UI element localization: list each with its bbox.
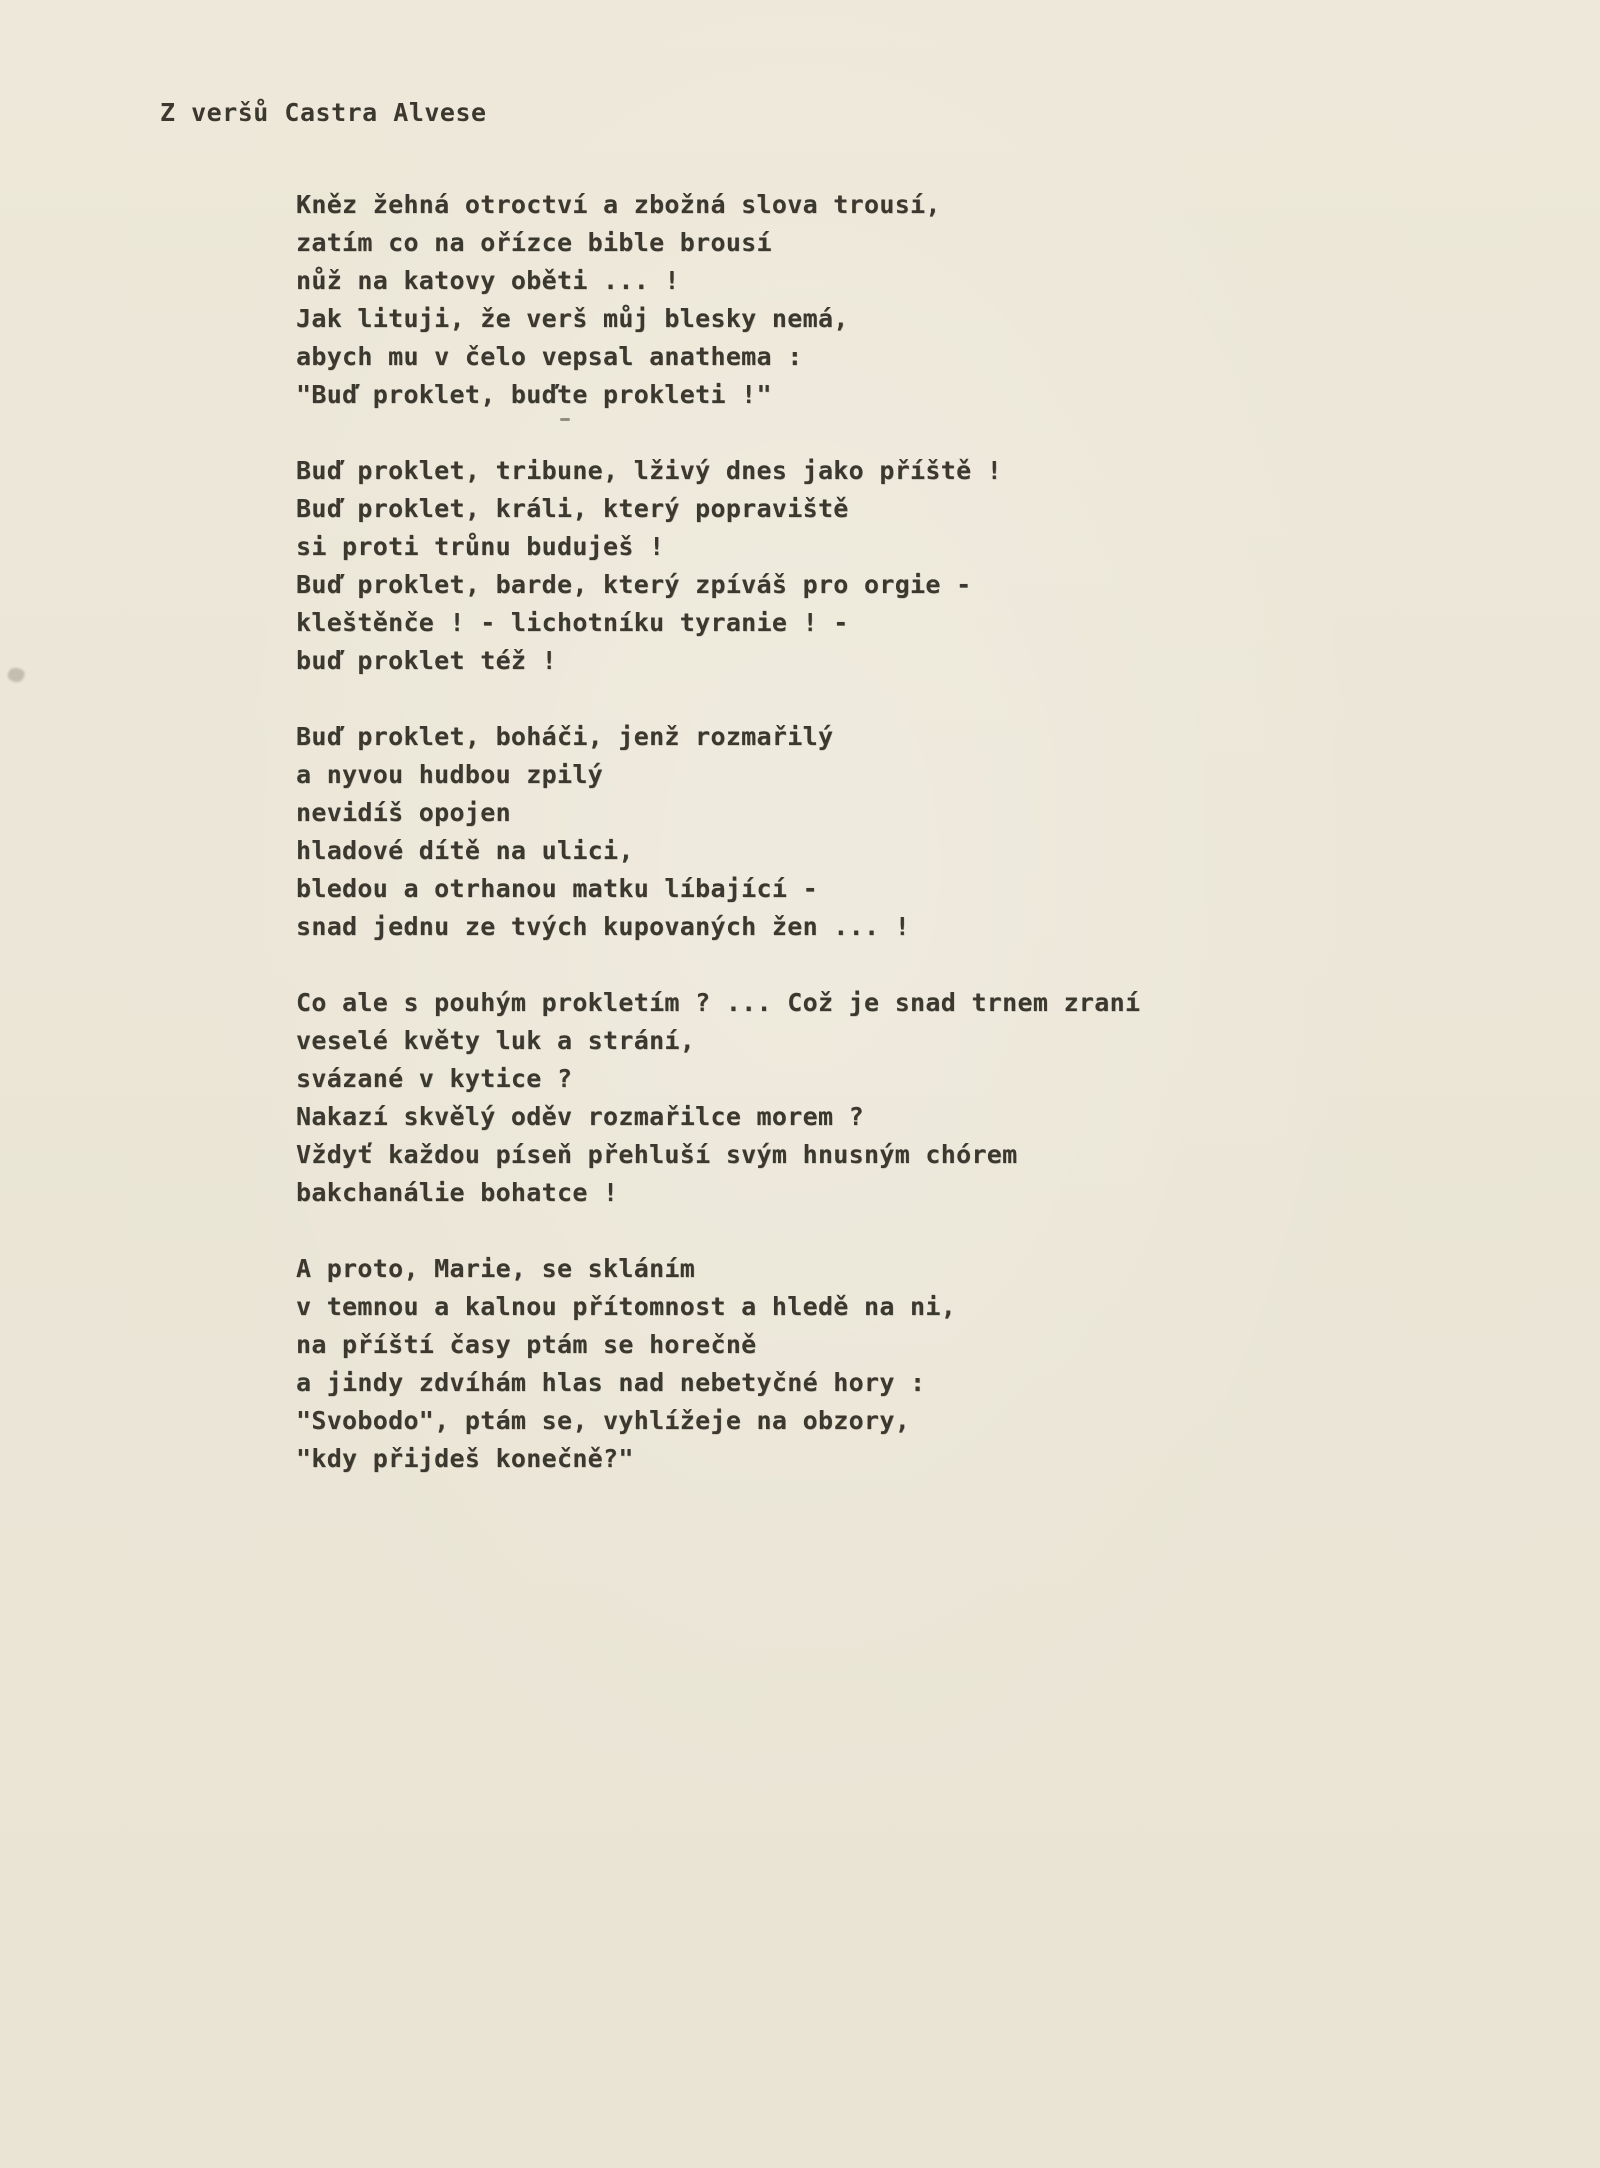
poem-line: na příští časy ptám se horečně bbox=[296, 1330, 757, 1359]
poem-line: a jindy zdvíhám hlas nad nebetyčné hory : bbox=[296, 1368, 926, 1397]
stanza bbox=[296, 186, 1140, 414]
poem-line: Co ale s pouhým prokletím ? ... Což je snad trnem zraní bbox=[296, 988, 1141, 1017]
poem-line: A proto, Marie, se skláním bbox=[296, 1254, 696, 1283]
stanza bbox=[296, 452, 1140, 680]
poem-line: si proti trůnu buduješ ! bbox=[296, 532, 665, 561]
poem-line: "kdy přijdeš konečně?" bbox=[296, 1444, 634, 1473]
poem-line: svázané v kytice ? bbox=[296, 1064, 573, 1093]
poem-line: kleštěnče ! - lichotníku tyranie ! - bbox=[296, 608, 849, 637]
poem-line: Buď proklet, králi, který popraviště bbox=[296, 494, 849, 523]
poem-line: snad jednu ze tvých kupovaných žen ... ! bbox=[296, 912, 911, 941]
poem-line: veselé květy luk a strání, bbox=[296, 1026, 696, 1055]
poem-line: bakchanálie bohatce ! bbox=[296, 1178, 619, 1207]
poem-line: Buď proklet, boháči, jenž rozmařilý bbox=[296, 722, 834, 751]
poem-line: "Svobodo", ptám se, vyhlížeje na obzory, bbox=[296, 1406, 911, 1435]
poem-line: nevidíš opojen bbox=[296, 798, 511, 827]
stanza bbox=[296, 718, 1140, 946]
poem-line: buď proklet též ! bbox=[296, 646, 557, 675]
poem-line: Buď proklet, tribune, lživý dnes jako příště ! bbox=[296, 456, 1003, 485]
poem-line: Kněz žehná otroctví a zbožná slova trousí, bbox=[296, 190, 941, 219]
poem-line: hladové dítě na ulici, bbox=[296, 836, 634, 865]
poem-line: a nyvou hudbou zpilý bbox=[296, 760, 604, 789]
poem-line: abych mu v čelo vepsal anathema : bbox=[296, 342, 803, 371]
poem-line: Jak lituji, že verš můj blesky nemá, bbox=[296, 304, 849, 333]
poem-line: Vždyť každou píseň přehluší svým hnusným chórem bbox=[296, 1140, 1018, 1169]
poem-body bbox=[296, 186, 1140, 1516]
ink-smudge bbox=[6, 666, 26, 685]
poem-line: "Buď proklet, buďte prokleti !" bbox=[296, 380, 772, 409]
poem-line: bledou a otrhanou matku líbající - bbox=[296, 874, 818, 903]
poem-line: v temnou a kalnou přítomnost a hledě na ni, bbox=[296, 1292, 957, 1321]
poem-line: zatím co na ořízce bible brousí bbox=[296, 228, 772, 257]
poem-line: nůž na katovy oběti ... ! bbox=[296, 266, 680, 295]
poem-line: Nakazí skvělý oděv rozmařilce morem ? bbox=[296, 1102, 864, 1131]
page-title: Z veršů Castra Alvese bbox=[160, 98, 487, 127]
stanza bbox=[296, 984, 1140, 1212]
poem-line: Buď proklet, barde, který zpíváš pro orgie - bbox=[296, 570, 972, 599]
stanza bbox=[296, 1250, 1140, 1478]
